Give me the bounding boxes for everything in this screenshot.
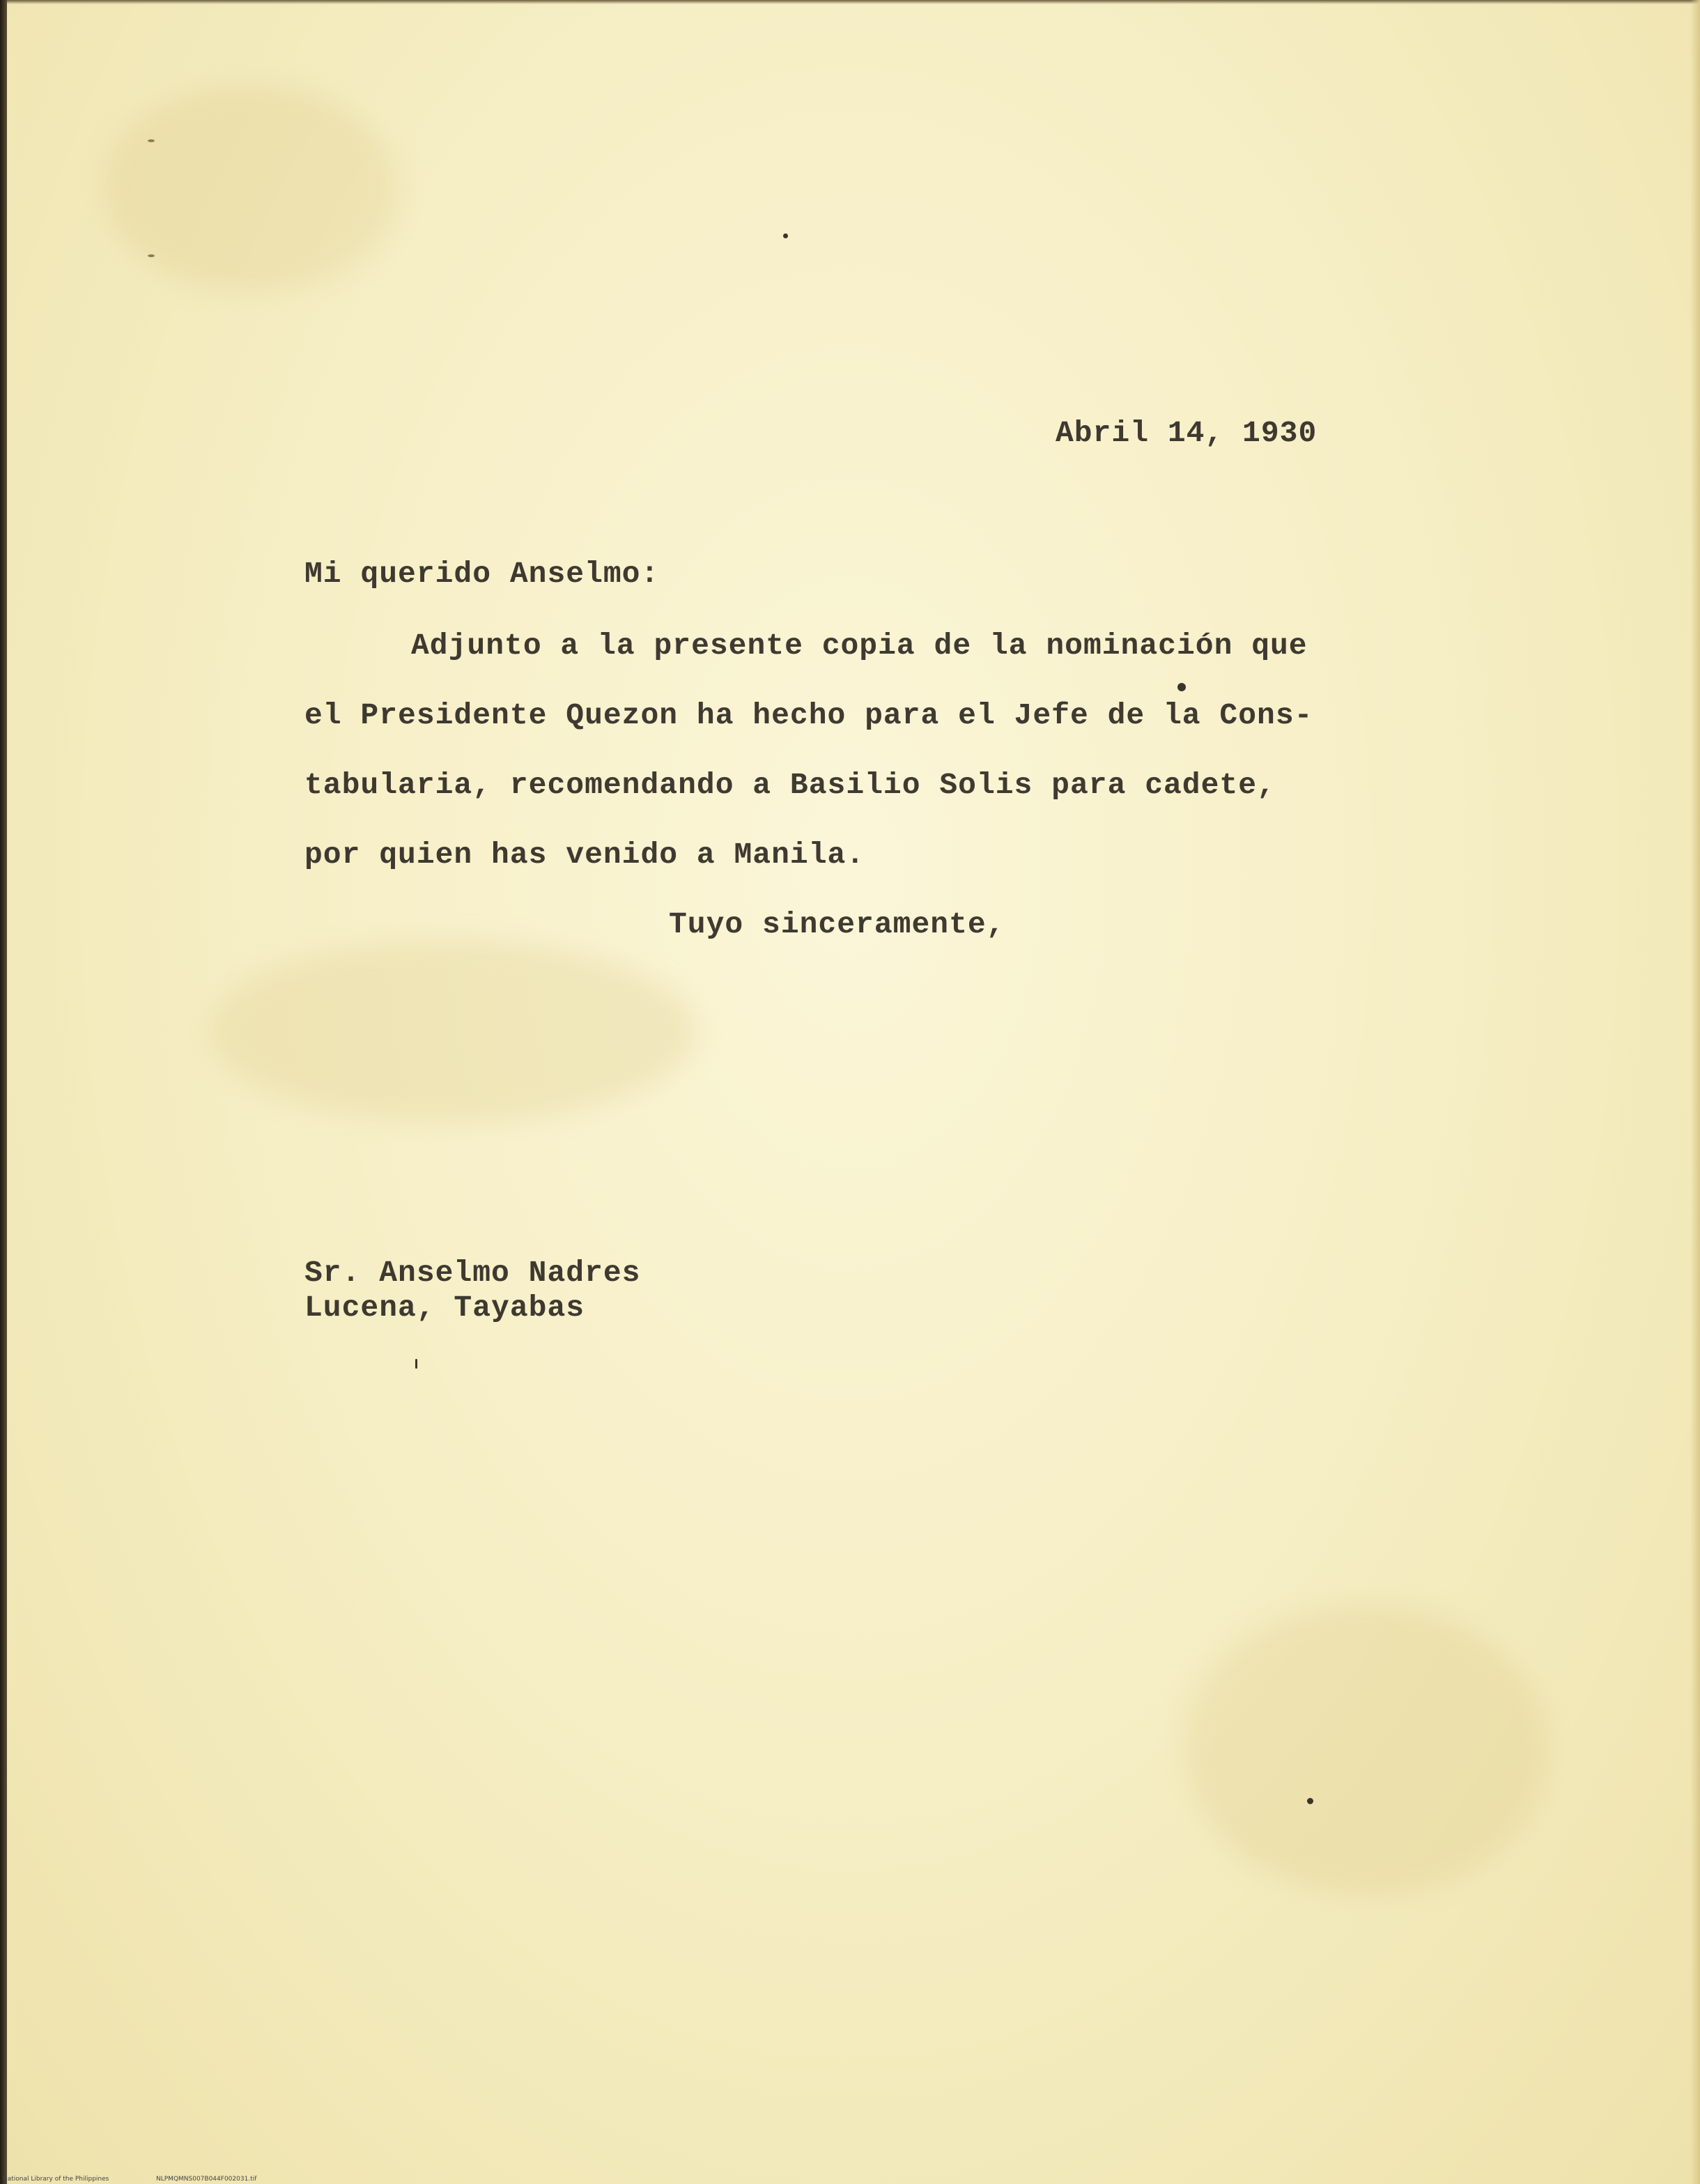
recipient-name: Sr. Anselmo Nadres [304, 1256, 641, 1290]
paper-crease-mark [148, 254, 155, 257]
letter-body-line: el Presidente Quezon ha hecho para el Jefe de la Cons- [304, 698, 1313, 732]
letter-closing: Tuyo sinceramente, [669, 907, 1005, 941]
paper-right-edge [1690, 0, 1700, 2184]
archive-filename: NLPMQMNS007B044F002031.tif [156, 2176, 257, 2183]
paper-stain [1184, 1603, 1547, 1895]
recipient-location: Lucena, Tayabas [304, 1291, 585, 1325]
paper-stain [209, 941, 697, 1122]
ink-speck [1307, 1798, 1313, 1804]
ink-speck [783, 233, 788, 238]
letter-body-line: tabularia, recomendando a Basilio Solis para cadete, [304, 768, 1276, 802]
ink-speck [415, 1359, 417, 1369]
letter-body-line: por quien has venido a Manila. [304, 838, 865, 872]
archive-caption: National Library of the Philippines [3, 2176, 109, 2183]
letter-date: Abril 14, 1930 [1056, 416, 1318, 450]
letter-salutation: Mi querido Anselmo: [304, 557, 660, 591]
letter-body-line: Adjunto a la presente copia de la nominación que [411, 629, 1308, 663]
paper-left-edge [0, 0, 7, 2184]
paper-stain [105, 84, 397, 293]
ink-speck [1177, 683, 1186, 691]
paper-crease-mark [148, 139, 155, 142]
paper-top-edge [0, 0, 1700, 4]
